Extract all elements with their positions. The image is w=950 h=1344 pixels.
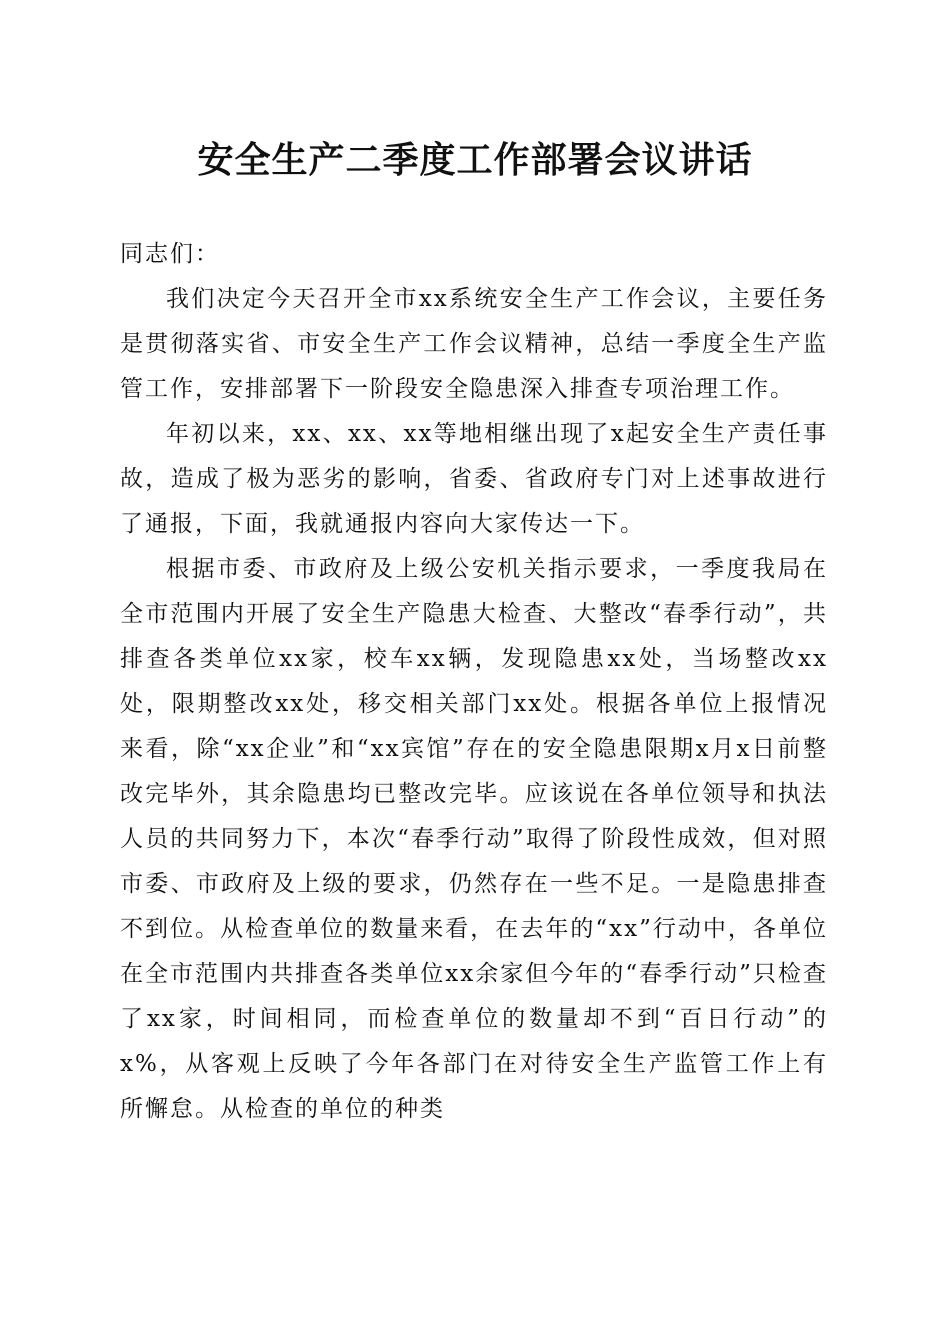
salutation: 同志们： <box>120 241 220 267</box>
paragraph-1: 我们决定今天召开全市xx系统安全生产工作会议，主要任务是贯彻落实省、市安全生产工作会议精神，总结一季度全生产监管工作，安排部署下一阶段安全隐患深入排查专项治理工作。 <box>120 286 828 402</box>
document-body <box>120 232 828 1132</box>
paragraph-2: 年初以来，xx、xx、xx等地相继出现了x起安全生产责任事故，造成了极为恶劣的影响，省委、省政府专门对上述事故进行了通报，下面，我就通报内容向大家传达一下。 <box>120 421 828 537</box>
document-title: 安全生产二季度工作部署会议讲话 <box>197 139 753 181</box>
paragraph-3: 根据市委、市政府及上级公安机关指示要求，一季度我局在全市范围内开展了安全生产隐患大检查、大整改“春季行动”，共排查各类单位xx家，校车xx辆，发现隐患xx处，当场整改xx处，限期整改xx处，移交相关部门xx处。根据各单位上报情况来看，除“xx企业”和“xx宾馆”存在的安全隐患限期x月x日前整改完毕外，其余隐患均已整改完毕。应该说在各单位领导和执法人员的共同努力下，本次“春季行动”取得了阶段性成效，但对照市委、市政府及上级的要求，仍然存在一些不足。一是隐患排查不到位。从检查单位的数量来看，在去年的“xx”行动中，各单位在全市范围内共排查各类单位xx余家但今年的“春季行动”只检查了xx家，时间相同，而检查单位的数量却不到“百日行动”的x%，从客观上反映了今年各部门在对待安全生产监管工作上有所懈怠。从检查的单位的种类 <box>120 556 828 1122</box>
